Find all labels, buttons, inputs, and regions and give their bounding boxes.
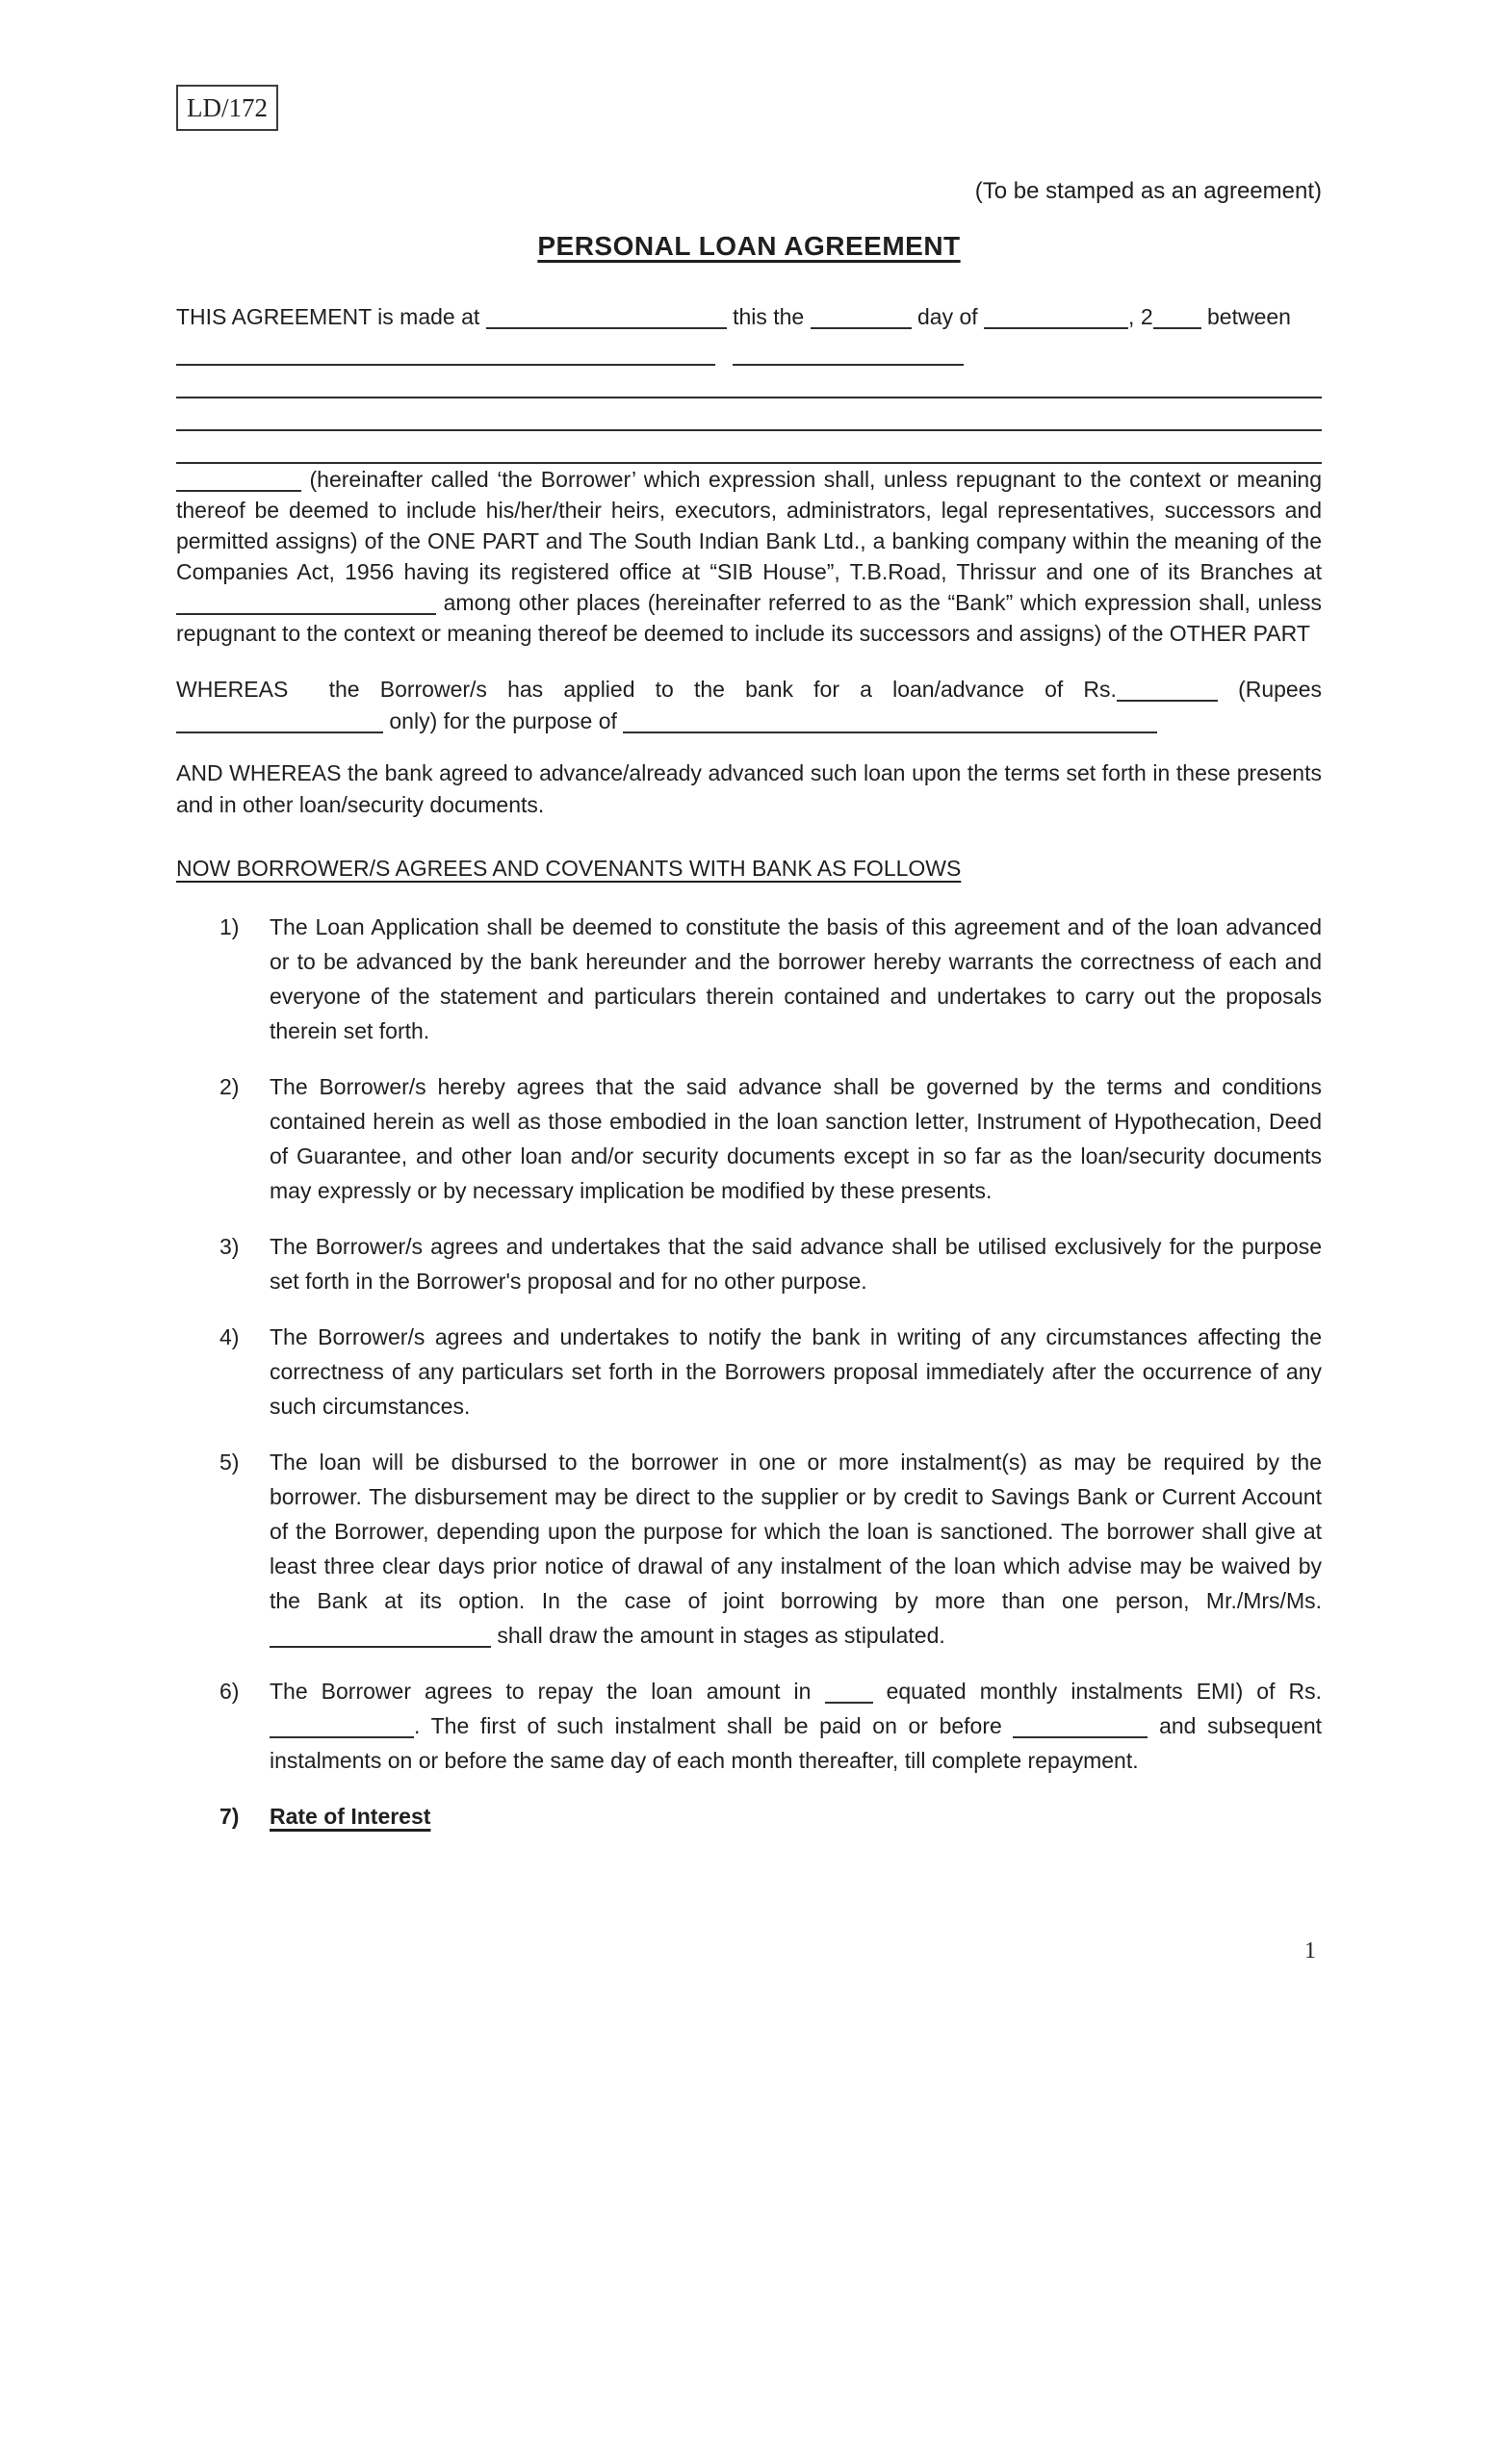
page-number: 1 (1304, 1938, 1316, 1964)
and-whereas-clause: AND WHEREAS the bank agreed to advance/already advanced such loan upon the terms set forth in these presents and in other loan/security documents. (176, 760, 1322, 817)
whereas-purpose: only) for the purpose of (389, 708, 617, 733)
blank-branch-name (176, 590, 436, 615)
clause-5 (176, 1445, 1322, 1653)
blank-day (811, 304, 912, 329)
clause-1 (176, 910, 1322, 1048)
clause-6-text (270, 1674, 1322, 1778)
borrower-clause-tail: among other places (hereinafter referred to as the “Bank” which expression shall, unless repugnant to the context or meaning thereof be deemed to include its successors and assigns) of the OTHER PART (176, 590, 1323, 646)
covenant-heading-row (176, 853, 1322, 885)
clause-6-part-2: equated monthly instalments EMI) of Rs. (886, 1679, 1323, 1704)
borrower-clause (176, 464, 1322, 649)
document-title: PERSONAL LOAN AGREEMENT (537, 231, 961, 261)
whereas-rupees: (Rupees (1238, 677, 1322, 702)
opening-year-prefix: , 2 (1128, 304, 1153, 329)
clause-list (176, 910, 1322, 1834)
blank-emi-count (825, 1679, 873, 1704)
borrower-clause-lead: (hereinafter called ‘the Borrower’ which expression shall, unless repugnant to the context or meaning thereof be deemed to include his/her/their heirs, executors, administrators, legal representatives, successors and permitted assigns) of the ONE PART and The South Indian Bank Ltd., a banking company within the meaning of the Companies Act, 1956 having its registered office at “SIB House”, T.B.Road, Thrissur and one of its Branches at (176, 467, 1323, 584)
clause-5-number: 5) (219, 1450, 240, 1475)
blank-name-segment-short (733, 331, 964, 366)
opening-between: between (1207, 304, 1291, 329)
document-content (176, 0, 1322, 1834)
clause-6-part-4: and subsequent instalments on or before the same day of each month thereafter, till complete repayment. (270, 1713, 1323, 1773)
clause-3 (176, 1229, 1322, 1298)
clause-7-number: 7) (219, 1804, 240, 1829)
blank-loan-purpose (623, 708, 1157, 733)
clause-7-heading (270, 1799, 1322, 1834)
clause-6-part-3: . The first of such instalment shall be paid on or before (414, 1713, 1002, 1738)
clause-6 (176, 1674, 1322, 1778)
whereas-lead: WHEREAS the Borrower/s has applied to the bank for a loan/advance of Rs. (176, 677, 1117, 702)
blank-borrower-address-line-1 (176, 366, 1322, 398)
whereas-clause (176, 674, 1322, 737)
opening-day-of: day of (917, 304, 978, 329)
blank-joint-borrower-name (270, 1623, 491, 1648)
blank-borrower-address-line-2 (176, 398, 1322, 431)
stamp-note: (To be stamped as an agreement) (974, 178, 1322, 204)
clause-1-text: The Loan Application shall be deemed to constitute the basis of this agreement and of the loan advanced or to be advanced by the bank hereunder and the borrower hereby warrants the correctness of each and everyone of the statement and particulars therein contained and undertakes to carry out the proposals therein set forth. (270, 914, 1322, 1043)
clause-6-part-1: The Borrower agrees to repay the loan amount in (270, 1679, 812, 1704)
clause-6-number: 6) (219, 1679, 240, 1704)
clause-1-number: 1) (219, 914, 240, 939)
opening-made-at: THIS AGREEMENT is made at (176, 304, 480, 329)
clause-2-text: The Borrower/s hereby agrees that the said advance shall be governed by the terms and conditions contained herein as well as those embodied in the loan sanction letter, Instrument of Hypothecation, Deed of Guarantee, and other loan and/or security documents except in so far as the loan/security documents may expressly or by necessary implication be modified by these presents. (270, 1074, 1322, 1203)
blank-borrower-address-line-3 (176, 431, 1322, 464)
blank-year (1153, 304, 1201, 329)
clause-4-number: 4) (219, 1324, 240, 1349)
clause-2-number: 2) (219, 1074, 240, 1099)
blank-name-segment-long (176, 331, 715, 366)
blank-borrower-name-end (176, 467, 301, 492)
clause-5-text (270, 1445, 1322, 1653)
form-code: LD/172 (187, 92, 268, 122)
clause-7 (176, 1799, 1322, 1834)
rate-of-interest-heading: Rate of Interest (270, 1804, 431, 1829)
clause-4-text: The Borrower/s agrees and undertakes to notify the bank in writing of any circumstances affecting the correctness of any particulars set forth in the Borrowers proposal immediately after the occurrence of any such circumstances. (270, 1324, 1322, 1419)
covenant-heading: NOW BORROWER/S AGREES AND COVENANTS WITH BANK AS FOLLOWS (176, 856, 962, 881)
blank-place (486, 304, 727, 329)
clause-5-tail: shall draw the amount in stages as stipulated. (497, 1623, 945, 1648)
blank-amount-in-words (176, 708, 383, 733)
clause-3-text: The Borrower/s agrees and undertakes that the said advance shall be utilised exclusively for the purpose set forth in the Borrower's proposal and for no other purpose. (270, 1234, 1322, 1294)
form-code-box (176, 85, 278, 131)
blank-borrower-name-line (176, 333, 1322, 366)
blank-emi-amount (270, 1713, 414, 1738)
opening-this-the: this the (733, 304, 805, 329)
opening-line (176, 301, 1322, 333)
blank-month (984, 304, 1128, 329)
blank-loan-amount (1117, 677, 1218, 702)
clause-5-lead: The loan will be disbursed to the borrower in one or more instalment(s) as may be required by the borrower. The disbursement may be direct to the supplier or by credit to Savings Bank or Current Account of the Borrower, depending upon the purpose for which the loan is sanctioned. The borrower shall give at least three clear days prior notice of drawal of any instalment of the loan which advise may be waived by the Bank at its option. In the case of joint borrowing by more than one person, Mr./Mrs/Ms. (270, 1450, 1322, 1613)
clause-4 (176, 1320, 1322, 1424)
title-row (176, 230, 1322, 264)
clause-2 (176, 1069, 1322, 1208)
blank-first-instalment-date (1013, 1713, 1148, 1738)
clause-3-number: 3) (219, 1234, 240, 1259)
